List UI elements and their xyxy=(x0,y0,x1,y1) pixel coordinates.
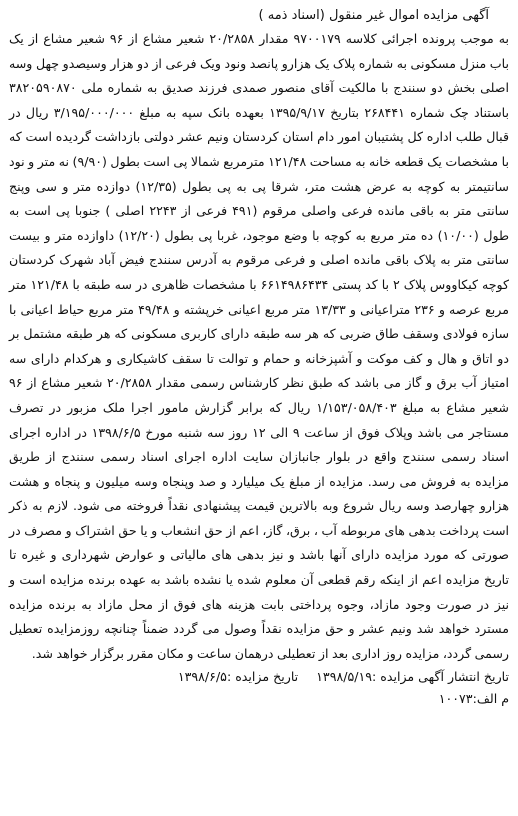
dates-spacer xyxy=(298,666,316,688)
dates-row xyxy=(9,666,509,688)
notice-body: به موجب پرونده اجرائی کلاسه ۹۷۰۰۱۷۹ مقدار ۲۰/۲۸۵۸ شعیر مشاع از ۹۶ شعیر مشاع از یک باب منزل مسکونی به شماره پلاک یک هزارو پانصد ونود ویک فرعی از دو هزار وسیصدو چهل وسه اصلی بخش دو سنندج با مالکیت آقای منصور صمدی فرزند صدیق به شماره ملی ۳۸۲۰۵۹۰۸۷۰ باستناد چک شماره ۲۶۸۴۴۱ بتاریخ ۱۳۹۵/۹/۱۷ بعهده بانک سپه به مبلغ ۳/۱۹۵/۰۰۰/۰۰۰ ریال در قبال طلب اداره کل پشتیبان امور دام استان کردستان ونیم عشر دولتی بازداشت گردیده است که با مشخصات یک قطعه خانه به مساحت ۱۲۱/۴۸ مترمربع شمالا پی است بطول (۹/۹۰) نه متر و نود سانتیمتر به کوچه به عرض هشت متر، شرقا پی به پی بطول (۱۲/۳۵) دوازده متر و سی وپنج سانتی متر به باقی مانده فرعی واصلی مرقوم (۴۹۱ فرعی از ۲۲۴۳ اصلی ) جنوبا پی است به طول (۱۰/۰۰) ده متر مربع به کوچه با وضع موجود، غربا پی بطول (۱۲/۲۰) داوازده متر و بیست سانتی متر به پلاک باقی مانده اصلی و فرعی مرقوم به آدرس سنندج فیض آباد شهرک کردستان کوچه کیکاووس پلاک ۲ با کد پستی ۶۶۱۴۹۸۶۴۳۴ با مشخصات ظاهری در سه طبقه با ۱۲۱/۴۸ متر مربع عرصه و ۲۳۶ متراعیانی و ۱۳/۳۳ متر مربع اعیانی خرپشته و ۴۹/۴۸ متر مربع حیاط اعیانی با سازه فولادی وسقف طاق ضربی که هر سه طبقه دارای کاربری مسکونی که هر طبقه مشتمل بر دو اتاق و هال و کف موکت و آشپزخانه و حمام و توالت تا سقف کاشیکاری و هرکدام دارای سه امتیاز آب برق و گاز می باشد که طبق نظر کارشناس رسمی مقدار ۲۰/۲۸۵۸ شعیر مشاع از ۹۶ شعیر مشاع به مبلغ ۱/۱۵۳/۰۵۸/۴۰۳ ریال که برابر گزارش مامور اجرا ملک مزبور در تصرف مستاجر می باشد وپلاک فوق از ساعت ۹ الی ۱۲ روز سه شنبه مورخ ۱۳۹۸/۶/۵ در اداره اجرای اسناد رسمی سنندج واقع در بلوار جانبازان سایت اداره اجرای اسناد رسمی سنندج از طریق مزایده به فروش می رسد. مزایده از مبلغ یک میلیارد و صد وپنجاه وسه میلیون و پنجاه و هشت هزارو چهارصد وسه ریال شروع وبه بالاترین قیمت پیشنهادی نقداً فروخته می شود. لازم به ذکر است پرداخت بدهی های مربوطه آب ، برق، گاز، اعم از حق انشعاب و یا حق اشتراک و مصرف در صورتی که مورد مزایده دارای آنها باشد و نیز بدهی های مالیاتی و عوارض شهرداری و غیره تا تاریخ مزایده اعم از اینکه رقم قطعی آن معلوم شده یا نشده باشد به عهده برنده مزایده است و نیز در صورت وجود مازاد، وجوه پرداختی بابت هزینه های فوق از محل مازاد به برنده مزایده مسترد خواهد شد ونیم عشر و حق مزایده نقداً وصول می گردد ضمناً چنانچه روزمزایده تعطیل رسمی گردد، مزایده روز اداری بعد از تعطیلی درهمان ساعت و مکان مقرر برگزار خواهد شد. xyxy=(9,31,510,661)
notice-title: آگهی مزایده اموال غیر منقول (اسناد ذمه ) xyxy=(258,8,489,23)
reference-number: م الف:۱۰۰۷۳ xyxy=(438,691,509,707)
auction-date: تاریخ مزایده :۱۳۹۸/۶/۵ xyxy=(177,669,299,685)
notice-footer xyxy=(9,666,509,710)
publish-date: تاریخ انتشار آگهی مزایده :۱۳۹۸/۵/۱۹ xyxy=(316,669,509,685)
